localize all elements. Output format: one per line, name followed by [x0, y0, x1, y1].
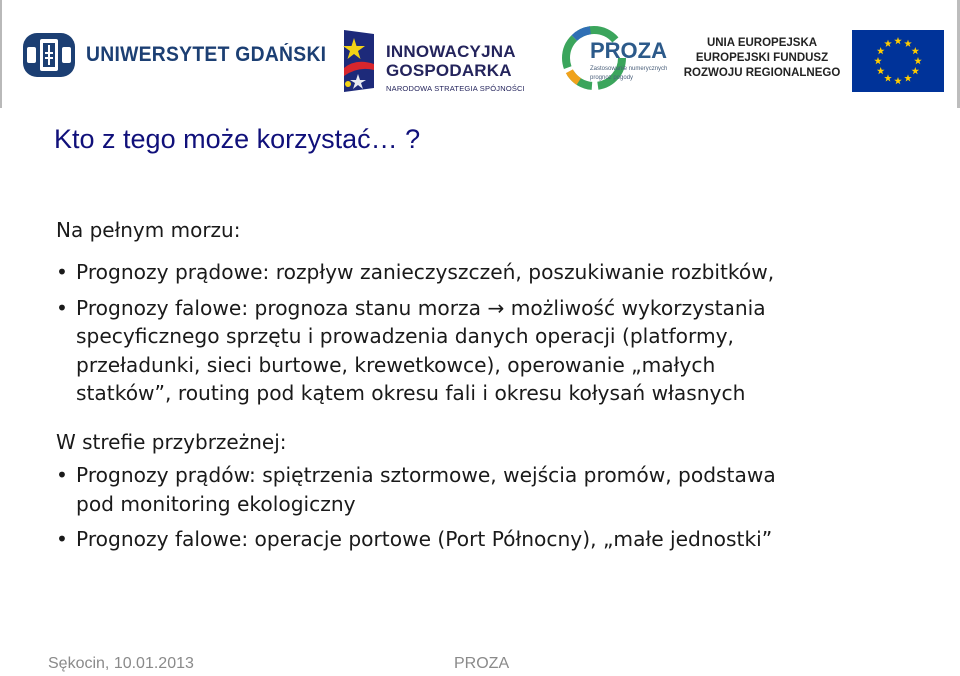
bullet-line: • Prognozy falowe: operacje portowe (Port Północny), „małe jednostki”	[76, 527, 773, 551]
proza-logo-subtitle-2: prognoz pogody	[590, 75, 634, 81]
eu-flag-icon	[852, 30, 944, 92]
slide-title: Kto z tego może korzystać… ?	[54, 124, 421, 154]
ig-logo-line3: NARODOWA STRATEGIA SPÓJNOŚCI	[386, 84, 525, 93]
ig-flag-star-icon	[338, 28, 378, 94]
bullet-list-coastal	[56, 461, 936, 561]
eu-logo-line3: ROZWOJU REGIONALNEGO	[683, 67, 841, 79]
proza-logo-word: PROZA	[590, 38, 667, 63]
bullet-coastal-current-forecasts	[56, 461, 936, 518]
section-heading-coastal: W strefie przybrzeżnej:	[56, 430, 287, 454]
section-heading-open-sea: Na pełnym morzu:	[56, 218, 241, 242]
bullet-line: • Prognozy falowe: prognoza stanu morza → możliwość wykorzystania	[76, 295, 766, 320]
eu-logo-line1: UNIA EUROPEJSKA	[706, 37, 818, 49]
eu-logo-text	[680, 36, 844, 81]
bullet-line: statków”, routing pod kątem okresu fali i okresu kołysań własnych	[76, 381, 746, 405]
ug-logo-text: UNIWERSYTET GDAŃSKI	[86, 43, 327, 66]
ig-logo-text	[386, 42, 525, 93]
proza-logo-subtitle-1: Zastosowanie numerycznych	[590, 66, 668, 72]
bullet-line: • Prognozy prądowe: rozpływ zanieczyszczeń, poszukiwanie rozbitków,	[76, 260, 775, 284]
bullet-wave-forecasts	[56, 294, 936, 408]
bullet-line: • Prognozy prądów: spiętrzenia sztormowe, wejścia promów, podstawa	[76, 463, 776, 487]
ug-emblem-icon	[22, 31, 76, 79]
eu-logo-line2: EUROPEJSKI FUNDUSZ	[695, 52, 829, 64]
innowacyjna-gospodarka-logo	[338, 28, 525, 94]
proza-logo	[558, 22, 667, 94]
ig-logo-line1: INNOWACYJNA	[386, 42, 516, 61]
bullet-line: przeładunki, sieci burtowe, krewetkowce), operowanie „małych	[76, 352, 716, 377]
bullet-list-open-sea	[56, 258, 936, 415]
footer-place-date: Sękocin, 10.01.2013	[48, 655, 194, 672]
logo-bar	[0, 0, 960, 108]
ug-logo	[22, 31, 347, 79]
ig-logo-line2: GOSPODARKA	[386, 61, 512, 80]
bullet-current-forecasts	[56, 258, 936, 287]
bullet-coastal-wave-forecasts	[56, 525, 936, 554]
footer-project-name: PROZA	[454, 655, 510, 672]
bullet-line: pod monitoring ekologiczny	[76, 491, 356, 516]
proza-logo-text	[590, 38, 667, 82]
bullet-line: specyficznego sprzętu i prowadzenia danych operacji (platformy,	[76, 324, 734, 348]
